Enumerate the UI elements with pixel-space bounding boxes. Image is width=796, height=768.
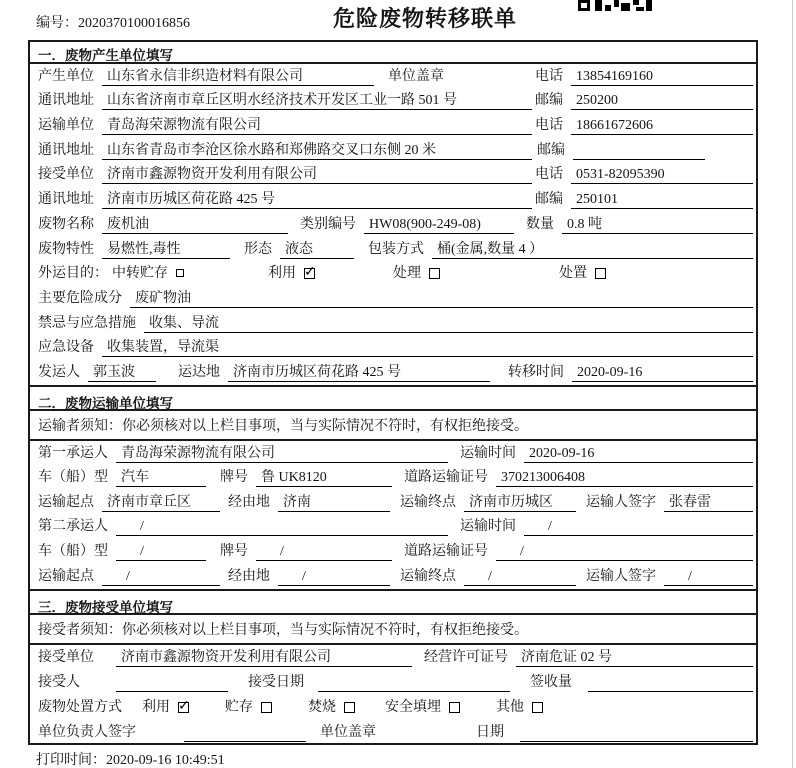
route2-via-value: / <box>278 567 390 586</box>
route1-sign-value: 张春雷 <box>664 493 753 512</box>
purpose-option-treat <box>393 264 440 283</box>
document-header <box>0 0 796 40</box>
route2-start-label: 运输起点 <box>38 568 94 584</box>
purpose-option-transfer-storage <box>112 264 184 283</box>
license-label: 经营许可证号 <box>424 649 508 665</box>
disposal-landfill-checkbox <box>449 702 460 713</box>
plate1-value: 鲁 UK8120 <box>256 468 392 487</box>
vehicle2-type-value: / <box>116 542 206 561</box>
transporter-zip-label: 邮编 <box>537 142 565 158</box>
section3-header: 三．废物接受单位填写 <box>30 589 756 615</box>
disposal-utilize-label: 利用 <box>142 699 170 715</box>
producer-zip-label: 邮编 <box>535 93 563 109</box>
utilize-checkbox <box>304 268 315 279</box>
print-time-value: 2020-09-16 10:49:51 <box>106 753 225 768</box>
road-permit1-value: 370213006408 <box>496 468 753 487</box>
route2-start-value: / <box>102 567 220 586</box>
receiver-zip-value: 250101 <box>571 190 753 209</box>
road-permit2-label: 道路运输证号 <box>404 543 488 559</box>
transport-time2-value: / <box>524 517 753 536</box>
page-edge-line <box>792 0 793 768</box>
qr-code-fragment-icon <box>578 0 652 11</box>
receiver-address-label: 通讯地址 <box>38 192 94 208</box>
transporter-address-value: 山东省青岛市李沧区徐水路和郑佛路交叉口东侧 20 米 <box>102 141 532 160</box>
transport-time1-label: 运输时间 <box>460 445 516 461</box>
disposal-utilize-checkbox <box>178 702 189 713</box>
route2-sign-label: 运输人签字 <box>586 568 656 584</box>
producer-unit-row <box>30 64 756 89</box>
transfer-purpose-row <box>30 262 756 287</box>
vehicle1-type-value: 汽车 <box>116 468 206 487</box>
route1-end-value: 济南市历城区 <box>464 493 576 512</box>
waste-name-label: 废物名称 <box>38 216 94 232</box>
disposal-incinerate-checkbox <box>344 702 355 713</box>
disposal-landfill-label: 安全填埋 <box>385 699 441 715</box>
dispose-label: 处置 <box>559 266 587 282</box>
route2-row <box>30 564 756 589</box>
serial-number-line <box>36 12 190 32</box>
waste-form-label: 形态 <box>244 241 272 257</box>
route1-end-label: 运输终点 <box>400 494 456 510</box>
vehicle2-type-label: 车（船）型 <box>38 543 108 559</box>
route1-row <box>30 490 756 515</box>
shipper-label: 发运人 <box>38 364 80 380</box>
transporter-unit-label: 运输单位 <box>38 118 94 134</box>
carrier1-row <box>30 441 756 466</box>
producer-zip-value: 250200 <box>571 91 753 110</box>
disposal-other-checkbox <box>532 702 543 713</box>
unit-seal2-label: 单位盖章 <box>320 724 376 740</box>
producer-address-label: 通讯地址 <box>38 93 94 109</box>
route2-end-label: 运输终点 <box>400 568 456 584</box>
transfer-time-label: 转移时间 <box>508 364 564 380</box>
road-permit2-value: / <box>496 542 753 561</box>
disposal-option-other <box>496 698 543 717</box>
receiver-address-row <box>30 187 756 212</box>
receiver-unit-label: 接受单位 <box>38 167 94 183</box>
producer-unit-value: 山东省永信非织造材料有限公司 <box>102 67 374 86</box>
receiver-phone-value: 0531-82095390 <box>571 165 753 184</box>
producer-unit-label: 产生单位 <box>38 68 94 84</box>
waste-name-row <box>30 212 756 237</box>
print-time-label: 打印时间： <box>36 753 106 768</box>
destination-value: 济南市历城区荷花路 425 号 <box>228 363 490 382</box>
receiver-address-value: 济南市历城区荷花路 425 号 <box>102 190 532 209</box>
producer-phone-label: 电话 <box>535 68 563 84</box>
transport-time2-label: 运输时间 <box>460 519 516 535</box>
transporter-address-label: 通讯地址 <box>38 142 94 158</box>
responsible-sign-value <box>184 723 306 742</box>
purpose-option-utilize <box>268 264 315 283</box>
receiver-unit-row <box>30 163 756 188</box>
hazard-components-label: 主要危险成分 <box>38 290 122 306</box>
disposal-store-checkbox <box>261 702 272 713</box>
section1-header: 一．废物产生单位填写 <box>30 42 756 64</box>
precaution-value: 收集、导流 <box>144 314 753 333</box>
precaution-label: 禁忌与应急措施 <box>38 315 136 331</box>
transfer-storage-label: 中转贮存 <box>112 266 168 282</box>
disposal-method-label: 废物处置方式 <box>38 699 122 715</box>
receiver-unit-value: 济南市鑫源物资开发利用有限公司 <box>102 165 532 184</box>
carrier2-label: 第二承运人 <box>38 519 108 535</box>
route1-via-label: 经由地 <box>228 494 270 510</box>
receipt-row <box>30 670 756 695</box>
route2-sign-value: / <box>664 567 753 586</box>
carrier2-row <box>30 515 756 540</box>
receipt-amount-value <box>588 673 753 692</box>
receipt-person-value <box>116 673 228 692</box>
receiver-phone-label: 电话 <box>535 167 563 183</box>
hazard-components-row <box>30 286 756 311</box>
treat-label: 处理 <box>393 266 421 282</box>
transporter-phone-label: 电话 <box>535 118 563 134</box>
route2-via-label: 经由地 <box>228 568 270 584</box>
plate2-value: / <box>256 542 392 561</box>
transporter-zip-value <box>573 141 705 160</box>
dispatch-row <box>30 360 756 385</box>
disposal-option-utilize <box>142 698 189 717</box>
section3-body <box>30 645 756 745</box>
accept-unit-row <box>30 645 756 670</box>
disposal-incinerate-label: 焚烧 <box>308 699 336 715</box>
plate2-label: 牌号 <box>220 543 248 559</box>
transport-time1-value: 2020-09-16 <box>524 444 753 463</box>
waste-quantity-value: 0.8 吨 <box>562 215 753 234</box>
carrier2-value: / <box>116 517 448 536</box>
dispose-checkbox <box>595 268 606 279</box>
producer-address-value: 山东省济南市章丘区明水经济技术开发区工业一路 501 号 <box>102 91 532 110</box>
vehicle1-row <box>30 466 756 491</box>
emergency-equipment-value: 收集装置，导流渠 <box>102 338 753 357</box>
utilize-label: 利用 <box>268 266 296 282</box>
section2-header: 二．废物运输单位填写 <box>30 385 756 411</box>
accept-unit-value: 济南市鑫源物资开发利用有限公司 <box>116 648 412 667</box>
transporter-address-row <box>30 138 756 163</box>
receipt-date-label: 接受日期 <box>248 674 304 690</box>
waste-category-label: 类别编号 <box>300 216 356 232</box>
waste-category-value: HW08(900-249-08) <box>364 215 514 234</box>
manifest-form <box>28 40 758 745</box>
producer-address-row <box>30 89 756 114</box>
destination-label: 运达地 <box>178 364 220 380</box>
transporter-unit-row <box>30 113 756 138</box>
disposal-other-label: 其他 <box>496 699 524 715</box>
responsible-sign-label: 单位负责人签字 <box>38 724 136 740</box>
transporter-unit-value: 青岛海荣源物流有限公司 <box>102 116 532 135</box>
waste-traits-value: 易燃性,毒性 <box>102 240 230 259</box>
receiver-zip-label: 邮编 <box>535 192 563 208</box>
disposal-store-label: 贮存 <box>225 699 253 715</box>
page-title: 危险废物转移联单 <box>333 6 518 31</box>
carrier1-label: 第一承运人 <box>38 445 108 461</box>
waste-form-value: 液态 <box>280 240 354 259</box>
serial-label: 编号： <box>36 16 78 31</box>
carrier1-value: 青岛海荣源物流有限公司 <box>116 444 448 463</box>
responsible-sign-row <box>30 720 756 745</box>
serial-number: 2020370100016856 <box>78 16 190 31</box>
plate1-label: 牌号 <box>220 470 248 486</box>
road-permit1-label: 道路运输证号 <box>404 470 488 486</box>
section1-body <box>30 64 756 385</box>
disposal-option-landfill <box>385 698 460 717</box>
waste-quantity-label: 数量 <box>526 216 554 232</box>
treat-checkbox <box>429 268 440 279</box>
transfer-time-value: 2020-09-16 <box>572 363 753 382</box>
transfer-storage-checkbox <box>176 269 184 277</box>
disposal-option-store <box>225 698 272 717</box>
purpose-option-dispose <box>559 264 606 283</box>
route1-via-value: 济南 <box>278 493 390 512</box>
route2-end-value: / <box>464 567 576 586</box>
route1-sign-label: 运输人签字 <box>586 494 656 510</box>
producer-phone-value: 13854169160 <box>571 67 753 86</box>
route1-start-label: 运输起点 <box>38 494 94 510</box>
waste-name-value: 废机油 <box>102 215 288 234</box>
receipt-person-label: 接受人 <box>38 674 80 690</box>
license-value: 济南危证 02 号 <box>516 648 753 667</box>
receipt-date-value <box>318 673 510 692</box>
transfer-purpose-label: 外运目的： <box>38 266 108 282</box>
shipper-value: 郭玉波 <box>88 363 156 382</box>
section2-body <box>30 441 756 589</box>
packaging-value: 桶(金属,数量 4 ） <box>432 240 753 259</box>
disposal-method-row <box>30 695 756 720</box>
section3-notice: 接受者须知：你必须核对以上栏目事项，当与实际情况不符时，有权拒绝接受。 <box>30 615 756 645</box>
sign-date-value <box>520 723 753 742</box>
print-time-line <box>36 749 225 768</box>
packaging-label: 包装方式 <box>368 241 424 257</box>
hazard-components-value: 废矿物油 <box>130 289 753 308</box>
vehicle2-row <box>30 539 756 564</box>
unit-seal-label: 单位盖章 <box>388 68 444 84</box>
vehicle1-type-label: 车（船）型 <box>38 470 108 486</box>
precaution-row <box>30 311 756 336</box>
sign-date-label: 日期 <box>476 724 504 740</box>
waste-traits-row <box>30 237 756 262</box>
emergency-equipment-row <box>30 336 756 361</box>
accept-unit-label: 接受单位 <box>38 649 94 665</box>
waste-traits-label: 废物特性 <box>38 241 94 257</box>
emergency-equipment-label: 应急设备 <box>38 340 94 356</box>
transporter-phone-value: 18661672606 <box>571 116 753 135</box>
route1-start-value: 济南市章丘区 <box>102 493 220 512</box>
section2-notice: 运输者须知：你必须核对以上栏目事项，当与实际情况不符时，有权拒绝接受。 <box>30 411 756 441</box>
disposal-option-incinerate <box>308 698 355 717</box>
receipt-amount-label: 签收量 <box>530 674 572 690</box>
